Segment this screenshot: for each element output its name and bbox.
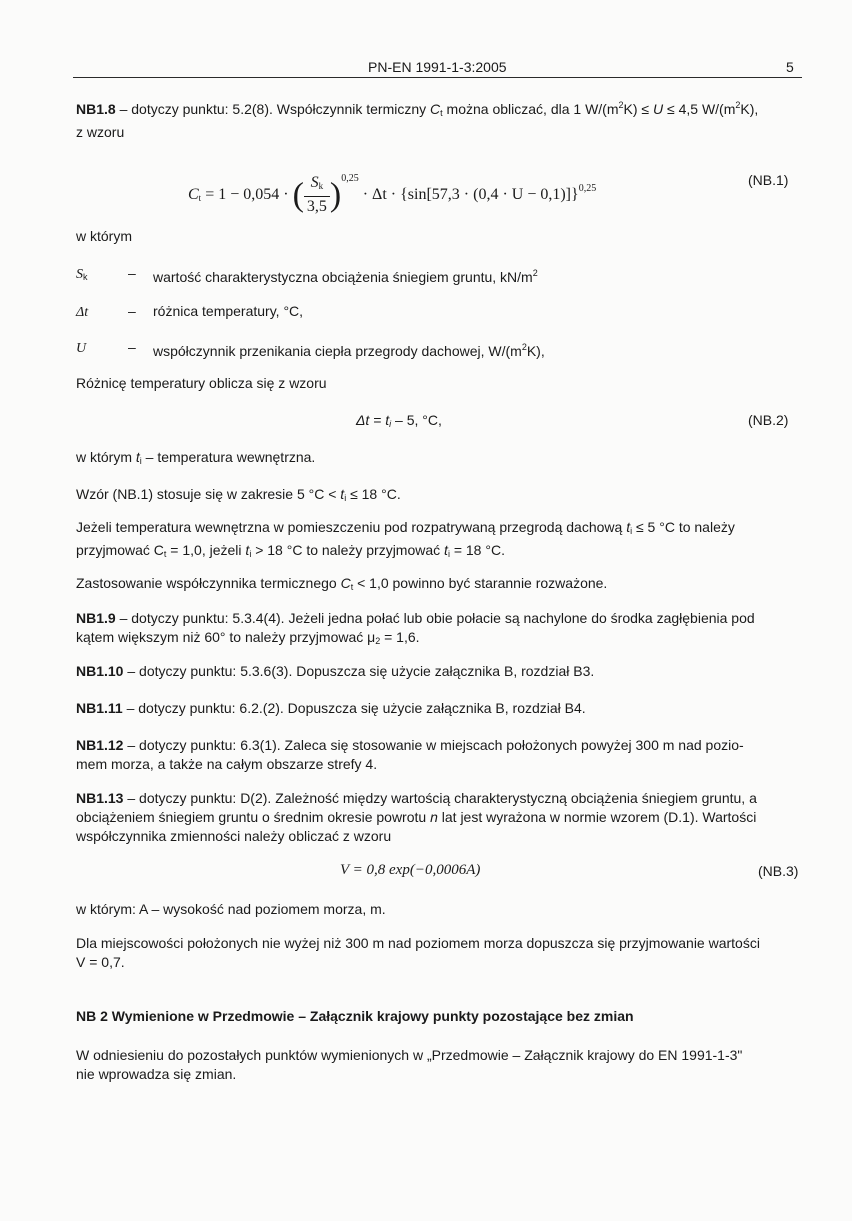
def-text-1: wartość charakterystyczna obciążenia śniegiem gruntu, $kN/m^2$ xyxy=(153,268,538,285)
eq1-lhs-sub: t xyxy=(198,193,202,203)
nb19-paragraph: NB1.9 – dotyczy punktu: 5.3.4(4). Jeżeli jedna połać lub obie połacie są nachylone do środka zagłębienia pod kątem większym niż 60° to należy przyjmować $\mu_2 = 1,6$. xyxy=(76,610,755,646)
w-ktorym-a: w którym: A – wysokość nad poziomem morza, m. xyxy=(76,901,386,917)
nb111-paragraph: NB1.11 – dotyczy punktu: 6.2.(2). Dopuszcza się użycie załącznika B, rozdział B4. xyxy=(76,700,586,716)
eq1-frac-num: S xyxy=(310,174,319,192)
w-ktorym-1: w którym xyxy=(76,228,132,244)
zakres-text: Wzór (NB.1) stosuje się w zakresie 5 $^\circ C < t_i \le 18$ °C. xyxy=(76,486,401,503)
nb110-paragraph: NB1.10 – dotyczy punktu: 5.3.6(3). Dopuszcza się użycie załącznika B, rozdział B3. xyxy=(76,663,595,679)
nb112-paragraph: NB1.12 – dotyczy punktu: 6.3(1). Zaleca się stosowanie w miejscach położonych powyżej 300 m nad pozio- mem morza, a także na całym obszarze strefy 4. xyxy=(76,737,744,772)
eq1-paren-close: ) xyxy=(329,176,342,214)
header-standard: PN-EN 1991-1-3:2005 xyxy=(368,59,507,75)
def-dash-3: – xyxy=(128,339,136,355)
def-dash-2: – xyxy=(128,303,136,319)
def-dash-1: – xyxy=(128,265,136,281)
nb19-code: NB1.9 xyxy=(76,610,116,626)
nb18-text-e: K), xyxy=(740,101,759,117)
nb18-text: – dotyczy punktu: 5.2(8). Współczynnik termiczny xyxy=(115,101,431,117)
eq2-label: (NB.2) xyxy=(748,412,789,428)
nb18-text-d: ≤ 4,5 W/(m xyxy=(663,101,736,117)
eq1-part2: · Δt · {sin[57,3 · (0,4 · U − 0,1)]} xyxy=(362,186,579,203)
nb18-text-b: można obliczać, dla 1 W/(m xyxy=(442,101,619,117)
nb112-code: NB1.12 xyxy=(76,737,124,753)
def-text-3: współczynnik przenikania ciepła przegrody dachowej, $W/(m^2K)$, xyxy=(153,342,545,359)
dla-paragraph: Dla miejscowości położonych nie wyżej niż 300 m nad poziomem morza dopuszcza się przyjmowanie wartości V = 0,7. xyxy=(76,935,760,970)
def-symbol-u: U xyxy=(76,341,87,356)
eq2-text: Δt = t xyxy=(356,412,390,428)
eq2-rest: – 5, °C, xyxy=(391,412,442,428)
equation-nb3: V = 0,8 exp(−0,0006A) xyxy=(340,862,481,878)
eq1-part1: = 1 − 0,054 · xyxy=(205,186,289,203)
jezeli-paragraph: Jeżeli temperatura wewnętrzna w pomieszczeniu pod rozpatrywaną przegrodą dachową $t_i \le 5$ °C to należy przyjmować $C_t = 1,0$, jeżeli $t_i > 18$ °C to należy przyjmować $t_i = 18$ °C. xyxy=(76,519,735,559)
equation-nb2 xyxy=(356,411,442,434)
nb113-paragraph: NB1.13 – dotyczy punktu: D(2). Zależność między wartością charakterystyczną obciążenia śniegiem gruntu, a obciążeniem śniegiem gruntu o średnim okresie powrotu n lat jest wyrażona w normie wzorem (D.1). Wartości współczynnika zmienności należy obliczać z wzoru xyxy=(76,790,757,844)
def-text-2: różnica temperatury, °C, xyxy=(153,303,304,319)
nb18-text-c: K) ≤ xyxy=(623,101,653,117)
eq1-frac-den: 3,5 xyxy=(306,198,327,216)
eq1-exp2: 0,25 xyxy=(578,183,597,194)
eq1-label: (NB.1) xyxy=(748,172,789,188)
nb18-line2: z wzoru xyxy=(76,124,125,140)
eq1-fraction xyxy=(304,173,330,217)
zastosowanie-text: Zastosowanie współczynnika termicznego $C_t < 1,0$ powinno być starannie rozważone. xyxy=(76,575,608,592)
eq2-sub: i xyxy=(389,419,392,429)
eq1-paren-open: ( xyxy=(292,176,304,214)
w-ktorym-ti: w którym $t_i$ – temperatura wewnętrzna. xyxy=(76,449,316,466)
eq1-exp1: 0,25 xyxy=(341,173,359,184)
nb111-code: NB1.11 xyxy=(76,700,123,716)
page-number: 5 xyxy=(786,59,794,75)
eq1-frac-num-sub: k xyxy=(318,181,324,192)
def-symbol-sk: $S_k$ xyxy=(76,267,88,282)
header-rule xyxy=(73,77,802,78)
nb113-code: NB1.13 xyxy=(76,790,124,806)
equation-nb1 xyxy=(188,148,597,216)
nb2-paragraph: W odniesieniu do pozostałych punktów wymienionych w „Przedmowie – Załącznik krajowy do EN 1991-1-3" nie wprowadza się zmian. xyxy=(76,1047,743,1082)
eq3-label: (NB.3) xyxy=(758,863,799,879)
nb2-heading: NB 2 Wymienione w Przedmowie – Załącznik krajowy punkty pozostające bez zmian xyxy=(76,1008,634,1024)
nb18-paragraph: NB1.8 – dotyczy punktu: 5.2(8). Współczynnik termiczny $C_t$ można obliczać, dla 1 $W/(m^2K) \le U \le 4,5$ $W/(m^2K)$, z wzoru xyxy=(76,100,759,140)
nb18-code: NB1.8 xyxy=(76,101,116,117)
nb110-code: NB1.10 xyxy=(76,663,124,679)
roznica-text: Różnicę temperatury oblicza się z wzoru xyxy=(76,375,327,391)
def-symbol-dt: Δt xyxy=(76,305,89,320)
eq1-lhs: C xyxy=(188,186,199,203)
